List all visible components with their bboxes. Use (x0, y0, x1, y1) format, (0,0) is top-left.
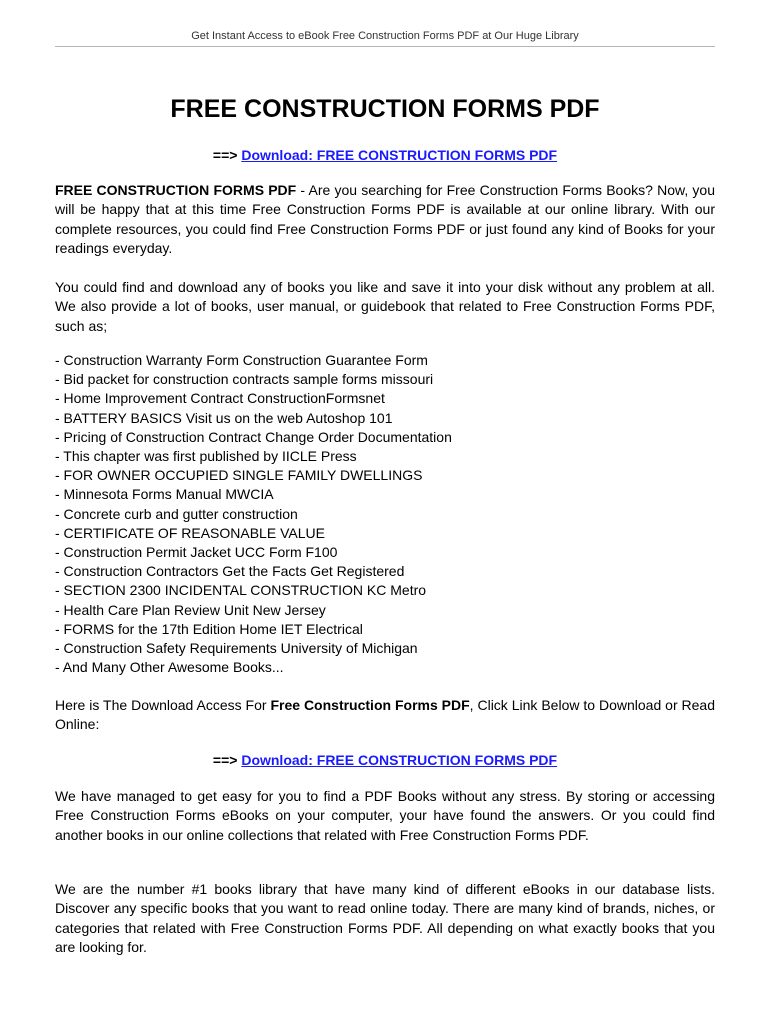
book-list-item: - This chapter was first published by IICLE Press (55, 448, 357, 465)
book-list-item: - Bid packet for construction contracts sample forms missouri (55, 371, 434, 388)
library-paragraph: We are the number #1 books library that have many kind of different eBooks in our database lists. Discover any specific books that you want to read online today. There are many kind of brands, niches, or categories that related with Free Construction Forms PDF. All depending on what exactly books that you are looking for. (55, 881, 715, 955)
intro-paragraph (55, 181, 715, 258)
book-list-item: - CERTIFICATE OF REASONABLE VALUE (55, 524, 325, 541)
book-list-item: - Health Care Plan Review Unit New Jersey (55, 601, 326, 618)
book-list-item: - BATTERY BASICS Visit us on the web Autoshop 101 (55, 409, 393, 426)
page-title: FREE CONSTRUCTION FORMS PDF (170, 95, 600, 123)
book-list-item: - Construction Safety Requirements University of Michigan (55, 640, 418, 657)
access-prefix: Here is The Download Access For (55, 697, 271, 713)
intro-bold-title: FREE CONSTRUCTION FORMS PDF (55, 182, 297, 198)
book-list-item: - Construction Permit Jacket UCC Form F100 (55, 544, 338, 561)
book-list-item: - Home Improvement Contract ConstructionFormsnet (55, 390, 385, 407)
book-list-item: - Minnesota Forms Manual MWCIA (55, 486, 274, 503)
book-list (55, 351, 715, 677)
download-arrow-prefix: ==> (212, 752, 242, 768)
access-suffix: , Click Link Below to Download or Read Online: (55, 697, 715, 733)
book-list-item: - And Many Other Awesome Books... (55, 659, 284, 676)
download-arrow-prefix: ==> (212, 147, 242, 163)
book-list-item: - Pricing of Construction Contract Change Order Documentation (55, 428, 452, 445)
download-line-top (55, 146, 715, 165)
book-list-item: - Construction Contractors Get the Facts Get Registered (55, 563, 405, 580)
download-line-bottom (55, 751, 715, 770)
header-divider (55, 46, 715, 47)
book-list-item: - Construction Warranty Form Construction Guarantee Form (55, 352, 428, 368)
intro-text: - Are you searching for Free Construction Forms Books? Now, you will be happy that at this time Free Construction Forms PDF is available at our online library. With our complete resources, you could find Free Construction Forms PDF or just found any kind of Books for your readings everyday. (55, 182, 715, 256)
managed-paragraph: We have managed to get easy for you to find a PDF Books without any stress. By storing or accessing Free Construction Forms eBooks on your computer, your have found the answers. Or you could find another books in our online collections that related with Free Construction Forms PDF. (55, 788, 715, 843)
download-link-top[interactable]: Download: FREE CONSTRUCTION FORMS PDF (241, 147, 558, 163)
book-list-item: - SECTION 2300 INCIDENTAL CONSTRUCTION KC Metro (55, 582, 427, 599)
access-bold-title: Free Construction Forms PDF (270, 697, 470, 713)
book-list-item: - FORMS for the 17th Edition Home IET Electrical (55, 620, 363, 637)
related-books-paragraph: You could find and download any of books you like and save it into your disk without any problem at all. We also provide a lot of books, user manual, or guidebook that related to Free Construction Forms PDF, such as; (55, 279, 715, 334)
book-list-item: - Concrete curb and gutter construction (55, 505, 298, 522)
download-link-bottom[interactable]: Download: FREE CONSTRUCTION FORMS PDF (241, 752, 558, 768)
book-list-item: - FOR OWNER OCCUPIED SINGLE FAMILY DWELLINGS (55, 467, 423, 484)
download-access-paragraph (55, 696, 715, 735)
page-header: Get Instant Access to eBook Free Construction Forms PDF at Our Huge Library (191, 30, 579, 42)
